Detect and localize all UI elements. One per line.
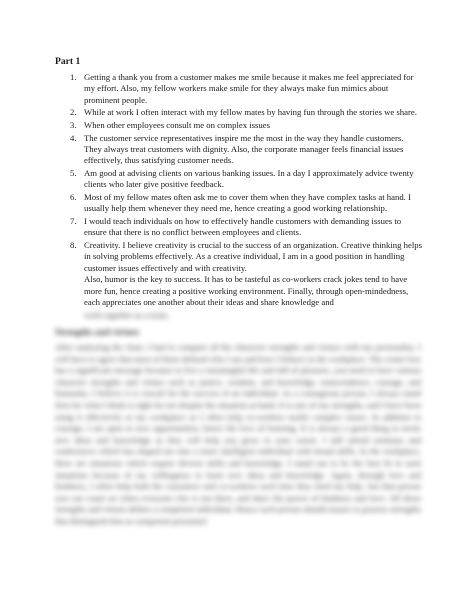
item-number: 1.	[70, 72, 77, 82]
item-number: 4.	[70, 132, 77, 143]
list-item	[55, 240, 423, 308]
item-text: Getting a thank you from a customer makes me smile because it makes me feel appreciated for my effort. Also, my fellow workers make smile for they always make fun mimics about prominent people.	[84, 72, 414, 105]
item-text: While at work I often interact with my fellow mates by having fun through the stories we share.	[84, 107, 417, 118]
item-text: The customer service representatives inspire me the most in the way they handle customers. They always treat customers with dignity. Also, the corporate manager feels financial issues effectively, thus satisfying customer needs.	[84, 132, 404, 166]
item-number: 5.	[70, 168, 77, 178]
item-number: 2.	[70, 107, 77, 118]
list-item	[55, 107, 423, 118]
item-text: Creativity. I believe creativity is crucial to the success of an organization. Creative thinking helps in solving problems effectively. As a creative individual, I am in a good position in handling customer issues effectively and with creativity.	[84, 240, 422, 273]
item-number: 8.	[70, 240, 77, 250]
item-text: Most of my fellow mates often ask me to cover them when they have complex tasks at hand. I usually help them whenever they need me, hence creating a good working relationship.	[84, 192, 411, 214]
list-item	[55, 168, 423, 191]
list-item	[55, 216, 423, 239]
blurred-heading: Strengths and virtues	[55, 327, 140, 337]
numbered-list	[55, 72, 423, 310]
item-text: When other employees consult me on complex issues	[84, 120, 271, 130]
list-item	[55, 72, 423, 106]
item-continuation: Also, humor is the key to success. It has to be tasteful as co-workers crack jokes tend to have more fun, hence creating a positive working environment. Finally, through open-mindedness, each appreciates one another about their ideas and share knowledge and	[84, 274, 409, 308]
item-number: 6.	[70, 192, 77, 202]
blurred-paragraph: After analyzing the chart, I had to compare all the character strengths and virtues with my personality. I will have to agree that most of them defined who I am and how I behave in the workplace. The center box has a significant message because to live a meaningful life and full of pleasure, you need to have various character strengths and virtues such as justice, wisdom, and knowledge, transcendence, courage, and humanity. I believe it is crucial for the success of an individual. As a courageous person, I always stand firm for what I think is right for me despite the situation at hand. It is one of my strengths, and I have been using it effectively at my workplace as I often help co-workers tackle complex issues. In addition to courage, I am open to new opportunities, hence the love of learning. It is always a good thing to invite new ideas and knowledge as they will help you grow in your career. I still attend seminars and conferences which has shaped me into a more intelligent individual with broad skills. In the workplace, there are situations which require diverse skills and knowledge. I stand out to be the best fit in such situations because of my willingness to learn new ideas and knowledge. Again, through love and kindness, I often help both the customers and co-workers each time they need my help. Am that person you can count on when everyone else is not there, and that's the power of kindness and love. All these strengths and virtues define a competent individual. Hence each person should ensure to possess strengths that distinguish him as competent personnel.	[55, 342, 421, 526]
item-text: Am good at advising clients on various banking issues. In a day I approximately advice twenty clients who later give positive feedback.	[84, 168, 414, 190]
list-item	[55, 133, 423, 167]
blurred-continuation: work together as a team.	[84, 310, 170, 320]
list-item	[55, 192, 423, 215]
section-heading: Part 1	[55, 56, 81, 67]
list-item	[55, 120, 423, 131]
item-number: 3.	[70, 120, 77, 130]
item-text: I would teach individuals on how to effectively handle customers with demanding issues to ensure that there is no conflict between employees and clients.	[84, 216, 402, 238]
item-number: 7.	[70, 216, 77, 226]
